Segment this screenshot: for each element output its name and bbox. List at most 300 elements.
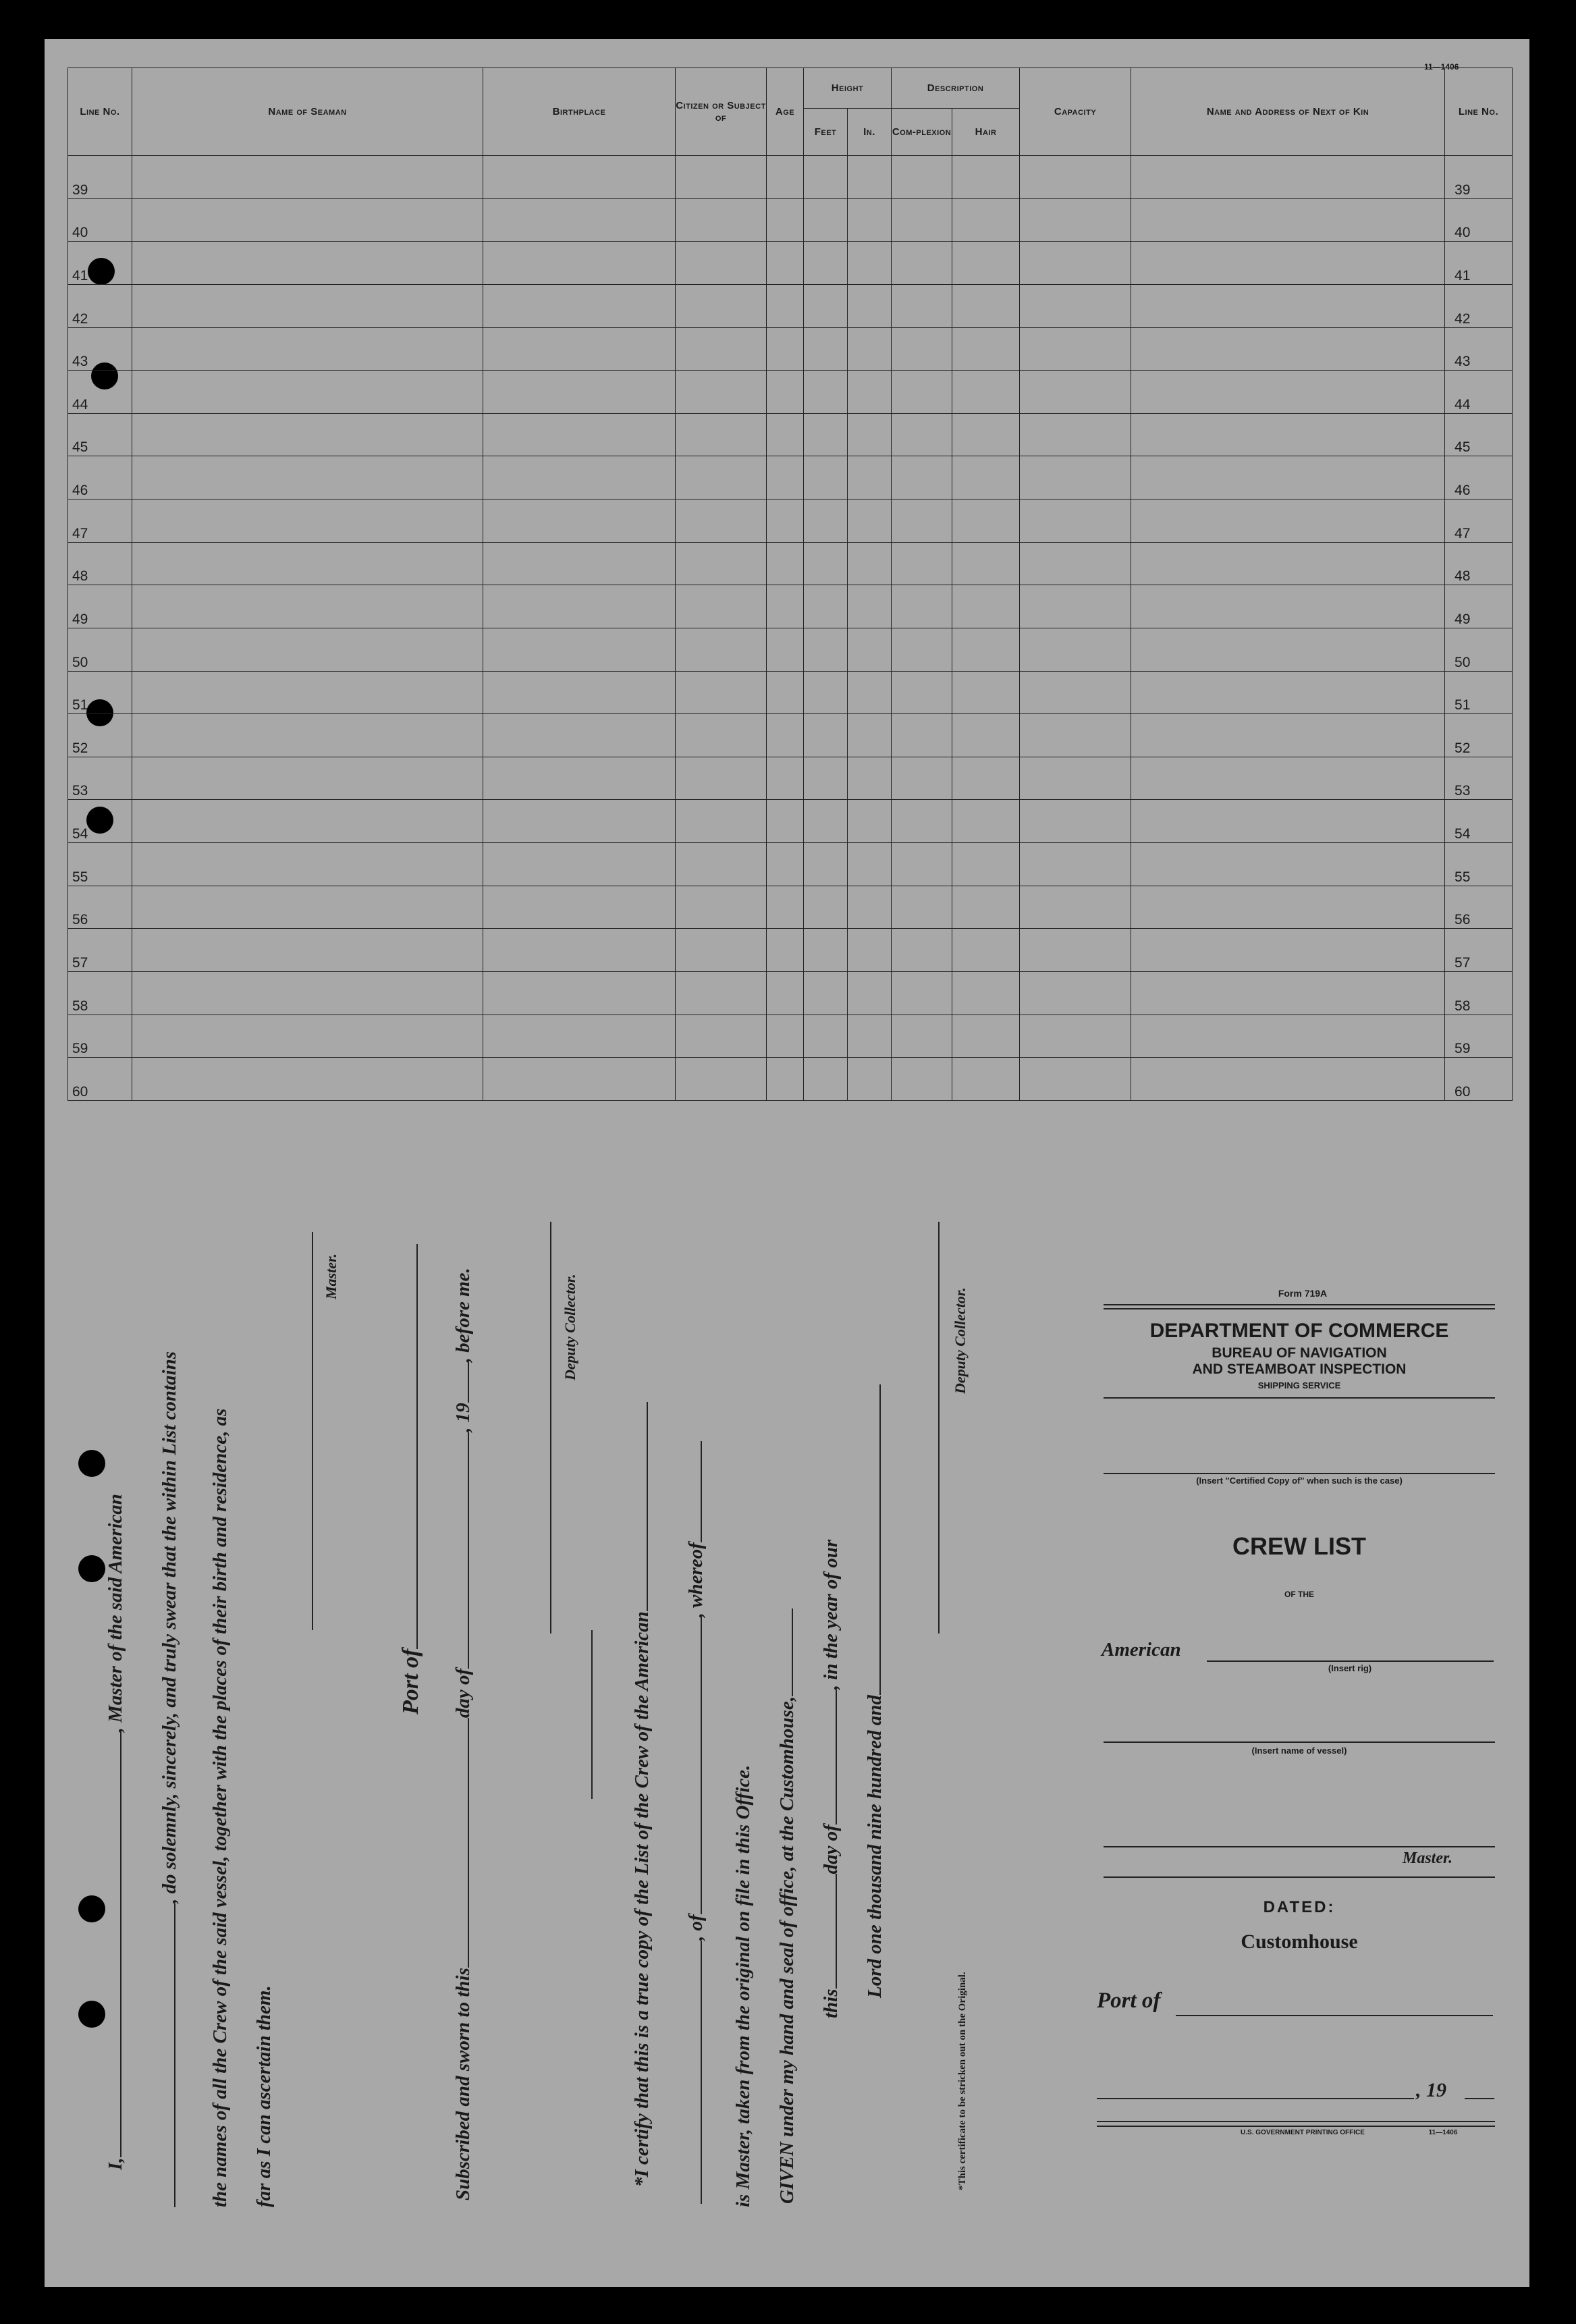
entry-cell[interactable]: [676, 671, 767, 714]
entry-cell[interactable]: [952, 585, 1020, 628]
entry-cell[interactable]: [1020, 628, 1131, 671]
table-row: [68, 327, 1513, 371]
line-number: 43: [68, 327, 132, 371]
entry-cell[interactable]: [952, 929, 1020, 972]
line-number-right: 45: [1445, 413, 1513, 456]
date-line: [1097, 2098, 1414, 2099]
entry-cell[interactable]: [132, 628, 483, 671]
entry-cell[interactable]: [1131, 327, 1445, 371]
entry-cell[interactable]: [132, 456, 483, 499]
insert-certified-note: (Insert "Certified Copy of" when such is the case): [1196, 1476, 1403, 1486]
height-header: Height: [804, 68, 892, 109]
line-number: 39: [68, 156, 132, 199]
entry-cell[interactable]: [132, 671, 483, 714]
entry-cell[interactable]: [848, 198, 892, 242]
entry-cell[interactable]: [848, 499, 892, 543]
cover-port-label: Port of: [1097, 1989, 1161, 2013]
entry-cell[interactable]: [676, 714, 767, 757]
entry-cell[interactable]: [767, 929, 804, 972]
entry-cell[interactable]: [848, 542, 892, 585]
entry-cell[interactable]: [132, 156, 483, 199]
rig-line: [1207, 1660, 1494, 1662]
table-row: [68, 499, 1513, 543]
entry-cell[interactable]: [804, 628, 848, 671]
table-row: [68, 456, 1513, 499]
certificate-line-6: Lord one thousand nine hundred and: [864, 1384, 886, 1998]
table-row: [68, 542, 1513, 585]
entry-cell[interactable]: [1020, 800, 1131, 843]
punch-hole: [78, 2001, 105, 2028]
entry-cell[interactable]: [132, 1058, 483, 1101]
entry-cell[interactable]: [1131, 757, 1445, 800]
entry-cell[interactable]: [767, 1058, 804, 1101]
entry-cell[interactable]: [892, 971, 952, 1015]
entry-cell[interactable]: [676, 929, 767, 972]
line-number: 54: [68, 800, 132, 843]
entry-cell[interactable]: [952, 413, 1020, 456]
line-number: 45: [68, 413, 132, 456]
line-number: 46: [68, 456, 132, 499]
cover-rule: [1104, 1304, 1495, 1305]
entry-cell[interactable]: [1020, 671, 1131, 714]
entry-cell[interactable]: [892, 1058, 952, 1101]
punch-hole: [78, 1555, 105, 1582]
entry-cell[interactable]: [952, 628, 1020, 671]
master-name-line: [1104, 1846, 1495, 1847]
customhouse-label: Customhouse: [1241, 1930, 1358, 1953]
entry-cell[interactable]: [767, 714, 804, 757]
entry-cell[interactable]: [676, 757, 767, 800]
entry-cell[interactable]: [676, 413, 767, 456]
entry-cell[interactable]: [132, 585, 483, 628]
entry-cell[interactable]: [952, 371, 1020, 414]
entry-cell[interactable]: [952, 242, 1020, 285]
entry-cell[interactable]: [892, 499, 952, 543]
entry-cell[interactable]: [1020, 1015, 1131, 1058]
line-number-right: 42: [1445, 284, 1513, 327]
entry-cell[interactable]: [483, 886, 676, 929]
entry-cell[interactable]: [132, 800, 483, 843]
entry-cell[interactable]: [848, 757, 892, 800]
entry-cell[interactable]: [848, 800, 892, 843]
entry-cell[interactable]: [892, 371, 952, 414]
entry-cell[interactable]: [767, 242, 804, 285]
entry-cell[interactable]: [483, 929, 676, 972]
entry-cell[interactable]: [892, 198, 952, 242]
entry-cell[interactable]: [132, 714, 483, 757]
entry-cell[interactable]: [767, 671, 804, 714]
entry-cell[interactable]: [952, 886, 1020, 929]
punch-hole: [78, 1895, 105, 1922]
description-header: Description: [892, 68, 1020, 109]
oath-line-2: , do solemnly, sincerely, and truly swear that the within List contains: [159, 1351, 181, 2207]
entry-cell[interactable]: [1020, 413, 1131, 456]
entry-cell[interactable]: [676, 800, 767, 843]
entry-cell[interactable]: [848, 284, 892, 327]
entry-cell[interactable]: [804, 284, 848, 327]
entry-cell[interactable]: [1020, 198, 1131, 242]
entry-cell[interactable]: [804, 1058, 848, 1101]
capacity-header: Capacity: [1020, 68, 1131, 156]
entry-cell[interactable]: [1131, 971, 1445, 1015]
entry-cell[interactable]: [483, 1015, 676, 1058]
entry-cell[interactable]: [804, 1015, 848, 1058]
entry-cell[interactable]: [1020, 929, 1131, 972]
next-of-kin-header: Name and Address of Next of Kin: [1131, 68, 1445, 156]
cert-deputy-signature-line: [938, 1222, 940, 1633]
entry-cell[interactable]: [952, 327, 1020, 371]
line-number-right: 52: [1445, 714, 1513, 757]
entry-cell[interactable]: [1131, 1058, 1445, 1101]
printer-imprint: U.S. GOVERNMENT PRINTING OFFICE: [1241, 2129, 1365, 2136]
line-number-right: 44: [1445, 371, 1513, 414]
entry-cell[interactable]: [1131, 499, 1445, 543]
entry-cell[interactable]: [848, 413, 892, 456]
form-number: Form 719A: [1278, 1288, 1328, 1299]
entry-cell[interactable]: [1020, 1058, 1131, 1101]
entry-cell[interactable]: [132, 284, 483, 327]
entry-cell[interactable]: [848, 929, 892, 972]
entry-cell[interactable]: [952, 843, 1020, 886]
port-line: [1176, 2015, 1493, 2016]
entry-cell[interactable]: [1131, 714, 1445, 757]
entry-cell[interactable]: [132, 198, 483, 242]
entry-cell[interactable]: [132, 929, 483, 972]
entry-cell[interactable]: [892, 800, 952, 843]
entry-cell[interactable]: [804, 499, 848, 543]
cover-rule: [1104, 1308, 1495, 1309]
entry-cell[interactable]: [892, 886, 952, 929]
entry-cell[interactable]: [483, 371, 676, 414]
entry-cell[interactable]: [1020, 242, 1131, 285]
entry-cell[interactable]: [952, 456, 1020, 499]
entry-cell[interactable]: [1020, 714, 1131, 757]
entry-cell[interactable]: [1131, 1015, 1445, 1058]
entry-cell[interactable]: [952, 671, 1020, 714]
entry-cell[interactable]: [767, 585, 804, 628]
entry-cell[interactable]: [848, 628, 892, 671]
certificate-line-4: GIVEN under my hand and seal of office, at the Customhouse,: [776, 1609, 798, 2204]
entry-cell[interactable]: [1020, 886, 1131, 929]
entry-cell[interactable]: [132, 542, 483, 585]
entry-cell[interactable]: [767, 413, 804, 456]
entry-cell[interactable]: [1020, 757, 1131, 800]
entry-cell[interactable]: [676, 585, 767, 628]
entry-cell[interactable]: [1020, 284, 1131, 327]
entry-cell[interactable]: [804, 886, 848, 929]
line-number-right: 54: [1445, 800, 1513, 843]
entry-cell[interactable]: [892, 585, 952, 628]
entry-cell[interactable]: [767, 628, 804, 671]
entry-cell[interactable]: [892, 284, 952, 327]
entry-cell[interactable]: [1020, 971, 1131, 1015]
entry-cell[interactable]: [1131, 371, 1445, 414]
entry-cell[interactable]: [1020, 499, 1131, 543]
entry-cell[interactable]: [132, 1015, 483, 1058]
entry-cell[interactable]: [804, 242, 848, 285]
entry-cell[interactable]: [483, 843, 676, 886]
entry-cell[interactable]: [676, 628, 767, 671]
entry-cell[interactable]: [483, 757, 676, 800]
line-number: 47: [68, 499, 132, 543]
table-row: [68, 671, 1513, 714]
entry-cell[interactable]: [132, 886, 483, 929]
entry-cell[interactable]: [483, 198, 676, 242]
entry-cell[interactable]: [1131, 585, 1445, 628]
year-line: [1465, 2098, 1494, 2099]
entry-cell[interactable]: [892, 929, 952, 972]
entry-cell[interactable]: [483, 499, 676, 543]
entry-cell[interactable]: [767, 198, 804, 242]
entry-cell[interactable]: [804, 542, 848, 585]
entry-cell[interactable]: [804, 800, 848, 843]
entry-cell[interactable]: [804, 585, 848, 628]
entry-cell[interactable]: [767, 757, 804, 800]
entry-cell[interactable]: [1020, 156, 1131, 199]
entry-cell[interactable]: [132, 242, 483, 285]
entry-cell[interactable]: [767, 886, 804, 929]
entry-cell[interactable]: [848, 886, 892, 929]
entry-cell[interactable]: [848, 671, 892, 714]
table-row: [68, 1058, 1513, 1101]
cover-rule: [1104, 1397, 1495, 1399]
entry-cell[interactable]: [804, 671, 848, 714]
entry-cell[interactable]: [952, 499, 1020, 543]
table-row: [68, 242, 1513, 285]
entry-cell[interactable]: [676, 198, 767, 242]
table-row: [68, 371, 1513, 414]
entry-cell[interactable]: [483, 242, 676, 285]
entry-cell[interactable]: [676, 1058, 767, 1101]
entry-cell[interactable]: [804, 327, 848, 371]
entry-cell[interactable]: [483, 327, 676, 371]
entry-cell[interactable]: [952, 757, 1020, 800]
entry-cell[interactable]: [892, 413, 952, 456]
line-number: 55: [68, 843, 132, 886]
line-number-right: 60: [1445, 1058, 1513, 1101]
entry-cell[interactable]: [804, 757, 848, 800]
entry-cell[interactable]: [1131, 843, 1445, 886]
bureau-line-1: BUREAU OF NAVIGATION: [1212, 1345, 1387, 1361]
entry-cell[interactable]: [1131, 198, 1445, 242]
entry-cell[interactable]: [1020, 585, 1131, 628]
entry-cell[interactable]: [848, 156, 892, 199]
printer-code: 11—1406: [1428, 2129, 1458, 2136]
line-number-right: 59: [1445, 1015, 1513, 1058]
entry-cell[interactable]: [676, 371, 767, 414]
entry-cell[interactable]: [804, 156, 848, 199]
table-row: [68, 628, 1513, 671]
entry-cell[interactable]: [1131, 156, 1445, 199]
department-title: DEPARTMENT OF COMMERCE: [1149, 1320, 1449, 1342]
entry-cell[interactable]: [676, 886, 767, 929]
table-row: [68, 714, 1513, 757]
line-number: 57: [68, 929, 132, 972]
of-the-label: OF THE: [1284, 1590, 1314, 1599]
entry-cell[interactable]: [676, 971, 767, 1015]
entry-cell[interactable]: [767, 542, 804, 585]
entry-cell[interactable]: [767, 156, 804, 199]
entry-cell[interactable]: [892, 542, 952, 585]
entry-cell[interactable]: [1020, 542, 1131, 585]
entry-cell[interactable]: [804, 714, 848, 757]
entry-cell[interactable]: [804, 929, 848, 972]
entry-cell[interactable]: [132, 413, 483, 456]
entry-cell[interactable]: [848, 327, 892, 371]
entry-cell[interactable]: [676, 284, 767, 327]
inches-header: In.: [848, 109, 892, 156]
entry-cell[interactable]: [132, 327, 483, 371]
entry-cell[interactable]: [483, 714, 676, 757]
entry-cell[interactable]: [848, 1015, 892, 1058]
entry-cell[interactable]: [892, 671, 952, 714]
entry-cell[interactable]: [952, 714, 1020, 757]
entry-cell[interactable]: [892, 714, 952, 757]
certificate-line-3: is Master, taken from the original on file in this Office.: [732, 1764, 754, 2207]
entry-cell[interactable]: [483, 456, 676, 499]
entry-cell[interactable]: [1131, 929, 1445, 972]
entry-cell[interactable]: [892, 843, 952, 886]
certificate-line-2: , of, whereof: [685, 1441, 707, 2204]
entry-cell[interactable]: [1131, 542, 1445, 585]
certificate-footnote: *This certificate to be stricken out on the Original.: [957, 1972, 968, 2190]
entry-cell[interactable]: [483, 1058, 676, 1101]
entry-cell[interactable]: [848, 714, 892, 757]
entry-cell[interactable]: [676, 327, 767, 371]
entry-cell[interactable]: [1020, 456, 1131, 499]
entry-cell[interactable]: [1131, 242, 1445, 285]
entry-cell[interactable]: [892, 628, 952, 671]
entry-cell[interactable]: [1020, 843, 1131, 886]
entry-cell[interactable]: [132, 971, 483, 1015]
master-signature-line: [312, 1232, 313, 1630]
entry-cell[interactable]: [676, 499, 767, 543]
entry-cell[interactable]: [848, 971, 892, 1015]
citizen-header: Citizen or Subject of: [676, 68, 767, 156]
entry-cell[interactable]: [676, 456, 767, 499]
entry-cell[interactable]: [767, 843, 804, 886]
entry-cell[interactable]: [1131, 628, 1445, 671]
entry-cell[interactable]: [848, 843, 892, 886]
entry-cell[interactable]: [848, 1058, 892, 1101]
entry-cell[interactable]: [767, 800, 804, 843]
entry-cell[interactable]: [483, 585, 676, 628]
entry-cell[interactable]: [676, 843, 767, 886]
entry-cell[interactable]: [1131, 800, 1445, 843]
entry-cell[interactable]: [804, 971, 848, 1015]
entry-cell[interactable]: [804, 456, 848, 499]
entry-cell[interactable]: [483, 628, 676, 671]
entry-cell[interactable]: [676, 1015, 767, 1058]
entry-cell[interactable]: [848, 456, 892, 499]
entry-cell[interactable]: [892, 757, 952, 800]
entry-cell[interactable]: [952, 800, 1020, 843]
entry-cell[interactable]: [892, 1015, 952, 1058]
entry-cell[interactable]: [848, 371, 892, 414]
hair-header: Hair: [952, 109, 1020, 156]
entry-cell[interactable]: [1020, 327, 1131, 371]
entry-cell[interactable]: [676, 242, 767, 285]
entry-cell[interactable]: [1131, 284, 1445, 327]
entry-cell[interactable]: [892, 156, 952, 199]
entry-cell[interactable]: [892, 456, 952, 499]
oath-line-3: the names of all the Crew of the said vessel, together with the places of their birth and residence, as: [209, 1408, 231, 2207]
entry-cell[interactable]: [1131, 886, 1445, 929]
table-row: [68, 413, 1513, 456]
certificate-line-1: *I certify that this is a true copy of the List of the Crew of the American: [631, 1402, 653, 2187]
entry-cell[interactable]: [892, 242, 952, 285]
entry-cell[interactable]: [767, 1015, 804, 1058]
complexion-header: Com-plexion: [892, 109, 952, 156]
line-number-right: 40: [1445, 198, 1513, 242]
entry-cell[interactable]: [483, 971, 676, 1015]
form-code: 11—1406: [1424, 62, 1459, 72]
entry-cell[interactable]: [676, 542, 767, 585]
entry-cell[interactable]: [483, 156, 676, 199]
entry-cell[interactable]: [132, 843, 483, 886]
entry-cell[interactable]: [132, 371, 483, 414]
entry-cell[interactable]: [804, 371, 848, 414]
cover-rule: [1104, 1876, 1495, 1878]
line-number: 51: [68, 671, 132, 714]
entry-cell[interactable]: [892, 327, 952, 371]
line-number-right: 55: [1445, 843, 1513, 886]
entry-cell[interactable]: [952, 1058, 1020, 1101]
entry-cell[interactable]: [952, 971, 1020, 1015]
entry-cell[interactable]: [1020, 371, 1131, 414]
cover-rule: [1097, 2121, 1495, 2122]
entry-cell[interactable]: [767, 284, 804, 327]
master-label: Master.: [323, 1253, 339, 1299]
entry-cell[interactable]: [132, 499, 483, 543]
age-header: Age: [767, 68, 804, 156]
entry-cell[interactable]: [767, 499, 804, 543]
entry-cell[interactable]: [952, 542, 1020, 585]
entry-cell[interactable]: [132, 757, 483, 800]
entry-cell[interactable]: [483, 284, 676, 327]
line-number-right: 50: [1445, 628, 1513, 671]
entry-cell[interactable]: [952, 1015, 1020, 1058]
entry-cell[interactable]: [1131, 413, 1445, 456]
entry-cell[interactable]: [848, 242, 892, 285]
birthplace-header: Birthplace: [483, 68, 676, 156]
entry-cell[interactable]: [767, 371, 804, 414]
entry-cell[interactable]: [952, 284, 1020, 327]
entry-cell[interactable]: [1131, 456, 1445, 499]
entry-cell[interactable]: [767, 971, 804, 1015]
table-row: [68, 971, 1513, 1015]
entry-cell[interactable]: [483, 800, 676, 843]
entry-cell[interactable]: [767, 456, 804, 499]
entry-cell[interactable]: [767, 327, 804, 371]
entry-cell[interactable]: [804, 198, 848, 242]
entry-cell[interactable]: [952, 156, 1020, 199]
certified-copy-line: [1104, 1473, 1495, 1474]
entry-cell[interactable]: [804, 843, 848, 886]
entry-cell[interactable]: [1131, 671, 1445, 714]
table-row: [68, 757, 1513, 800]
entry-cell[interactable]: [952, 198, 1020, 242]
table-row: [68, 284, 1513, 327]
entry-cell[interactable]: [483, 542, 676, 585]
line-number-right: 57: [1445, 929, 1513, 972]
entry-cell[interactable]: [483, 413, 676, 456]
oath-line-4: far as I can ascertain them.: [253, 1985, 275, 2207]
entry-cell[interactable]: [848, 585, 892, 628]
entry-cell[interactable]: [804, 413, 848, 456]
entry-cell[interactable]: [483, 671, 676, 714]
entry-cell[interactable]: [676, 156, 767, 199]
